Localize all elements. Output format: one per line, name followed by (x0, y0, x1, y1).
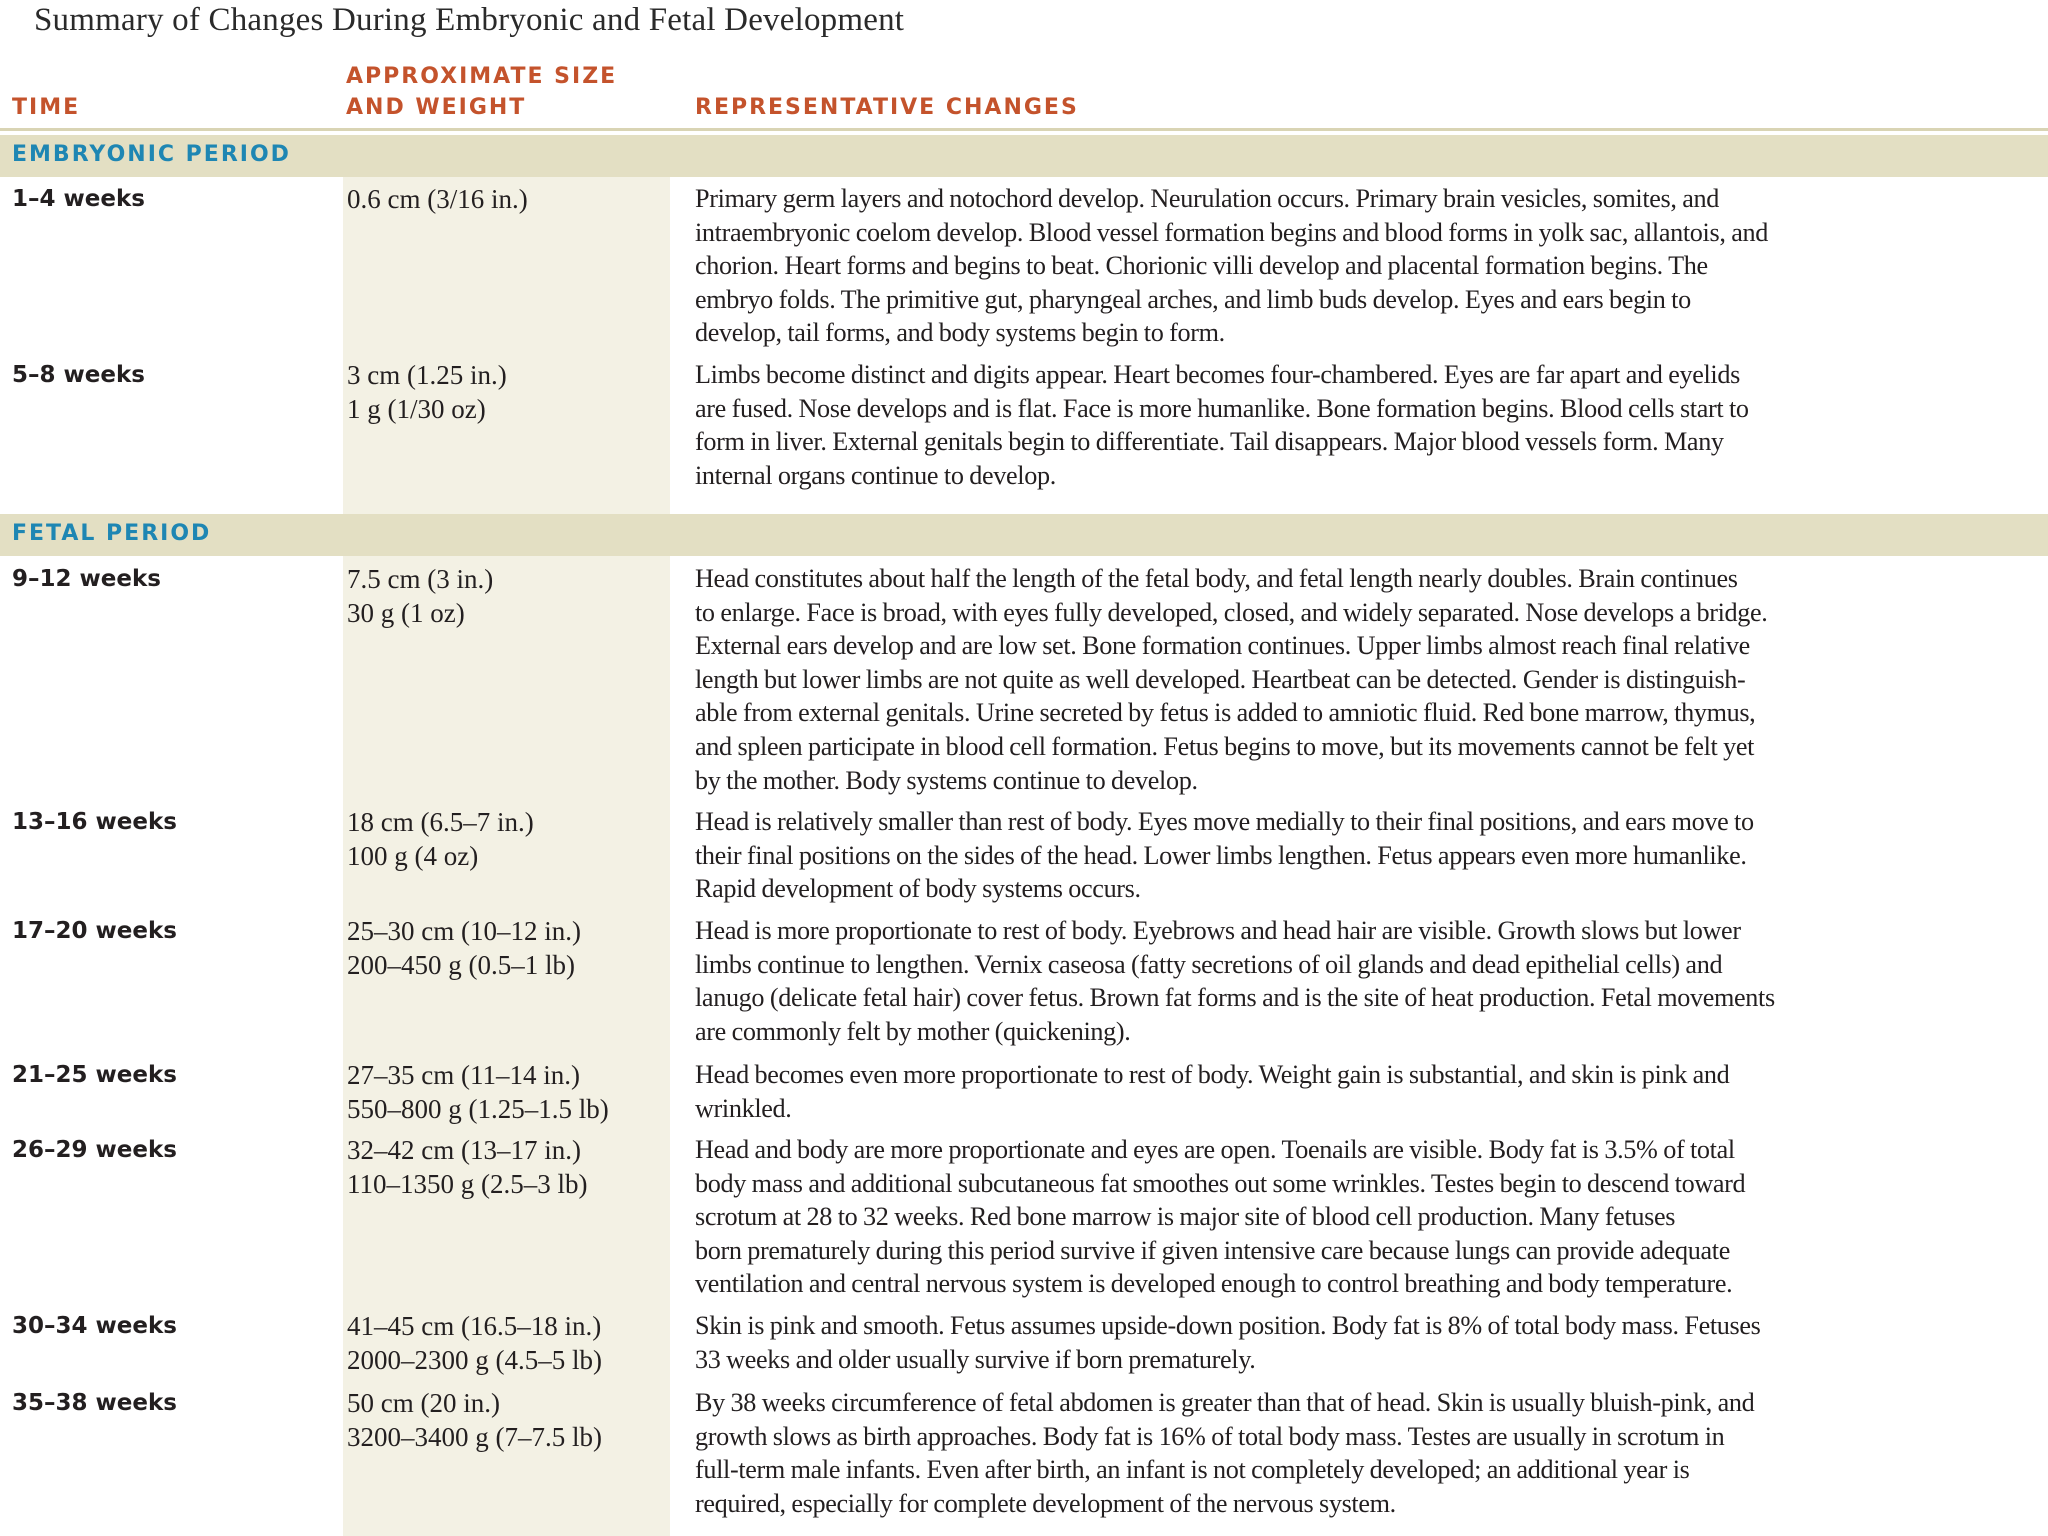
row-size-line: 110–1350 g (2.5–3 lb) (347, 1169, 588, 1199)
row-change-line: length but lower limbs are not quite as well developed. Heartbeat can be detected. Gender is distinguish- (695, 664, 1746, 694)
row-change-line: External ears develop and are low set. Bone formation continues. Upper limbs almost reach final relative (695, 631, 1750, 661)
row-change-line: internal organs continue to develop. (695, 460, 1056, 490)
header-changes: REPRESENTATIVE CHANGES (695, 95, 1079, 120)
row-size-weight (347, 1309, 669, 1377)
row-change-line: Rapid development of body systems occurs. (695, 874, 1141, 904)
row-change-line: by the mother. Body systems continue to develop. (695, 765, 1198, 795)
row-size-weight (347, 562, 669, 630)
row-change-line: limbs continue to lengthen. Vernix caseosa (fatty secretions of oil glands and dead epithelial cells) and (695, 949, 1723, 979)
row-size-weight (347, 182, 669, 216)
row-time: 9–12 weeks (12, 566, 161, 592)
row-time: 21–25 weeks (12, 1062, 177, 1088)
row-change-line: Skin is pink and smooth. Fetus assumes upside-down position. Body fat is 8% of total body mass. Fetuses (695, 1311, 1761, 1340)
row-size-line: 3 cm (1.25 in.) (347, 360, 507, 390)
row-change-line: chorion. Heart forms and begins to beat. Chorionic villi develop and placental formation begins. The (695, 251, 1708, 281)
row-changes (695, 1309, 2040, 1376)
row-change-line: 33 weeks and older usually survive if born prematurely. (695, 1344, 1256, 1374)
row-change-line: full-term male infants. Even after birth, an infant is not completely developed; an additional year is (695, 1455, 1690, 1485)
row-change-line: born prematurely during this period survive if given intensive care because lungs can provide adequate (695, 1235, 1730, 1265)
row-time: 13–16 weeks (12, 809, 177, 835)
row-changes (695, 805, 2040, 906)
table-header (0, 56, 2048, 126)
header-divider (0, 128, 2048, 131)
row-size-weight (347, 805, 669, 873)
header-size-line2: AND WEIGHT (346, 95, 527, 120)
row-changes (695, 1133, 2040, 1301)
period-band-fetal (0, 514, 2048, 556)
row-changes (695, 358, 2040, 492)
row-change-line: wrinkled. (695, 1093, 792, 1123)
row-change-line: scrotum at 28 to 32 weeks. Red bone marrow is major site of blood cell production. Many fetuses (695, 1202, 1676, 1232)
row-size-line: 41–45 cm (16.5–18 in.) (347, 1311, 602, 1341)
row-time: 17–20 weeks (12, 918, 177, 944)
row-time: 30–34 weeks (12, 1313, 177, 1339)
row-change-line: and spleen participate in blood cell formation. Fetus begins to move, but its movements cannot be felt yet (695, 731, 1755, 761)
row-change-line: growth slows as birth approaches. Body fat is 16% of total body mass. Testes are usually in scrotum in (695, 1421, 1725, 1451)
header-time: TIME (12, 95, 81, 120)
row-size-line: 100 g (4 oz) (347, 841, 479, 871)
row-size-line: 30 g (1 oz) (347, 598, 465, 628)
row-change-line: Head is more proportionate to rest of body. Eyebrows and head hair are visible. Growth slows but lower (695, 916, 1741, 945)
table-title: Summary of Changes During Embryonic and Fetal Development (34, 2, 905, 38)
row-size-weight (347, 1133, 669, 1201)
row-size-line: 7.5 cm (3 in.) (347, 564, 494, 594)
row-time: 26–29 weeks (12, 1137, 177, 1163)
row-change-line: body mass and additional subcutaneous fat smoothes out some wrinkles. Testes begin to descend toward (695, 1168, 1746, 1198)
row-size-line: 25–30 cm (10–12 in.) (347, 916, 581, 946)
row-change-line: ventilation and central nervous system is developed enough to control breathing and body temperature. (695, 1269, 1733, 1299)
row-size-line: 1 g (1/30 oz) (347, 394, 486, 424)
row-size-line: 550–800 g (1.25–1.5 lb) (347, 1094, 609, 1124)
row-size-line: 3200–3400 g (7–7.5 lb) (347, 1422, 602, 1452)
period-label-fetal: FETAL PERIOD (12, 521, 212, 546)
row-size-weight (347, 1386, 669, 1454)
row-size-line: 27–35 cm (11–14 in.) (347, 1060, 580, 1090)
row-change-line: required, especially for complete development of the nervous system. (695, 1488, 1396, 1518)
row-changes (695, 1058, 2040, 1125)
row-time: 5–8 weeks (12, 362, 145, 388)
row-change-line: Primary germ layers and notochord develop. Neurulation occurs. Primary brain vesicles, somites, and (695, 184, 1720, 213)
row-size-weight (347, 358, 669, 426)
row-change-line: By 38 weeks circumference of fetal abdomen is greater than that of head. Skin is usually bluish-pink, and (695, 1388, 1755, 1417)
row-change-line: able from external genitals. Urine secreted by fetus is added to amniotic fluid. Red bone marrow, thymus, (695, 698, 1756, 728)
period-label-embryonic: EMBRYONIC PERIOD (12, 142, 291, 167)
row-change-line: are fused. Nose develops and is flat. Face is more humanlike. Bone formation begins. Blood cells start to (695, 393, 1749, 423)
row-change-line: Head becomes even more proportionate to rest of body. Weight gain is substantial, and skin is pink and (695, 1060, 1730, 1089)
row-changes (695, 914, 2040, 1048)
period-band-embryonic (0, 135, 2048, 177)
row-time: 1–4 weeks (12, 186, 145, 212)
row-size-line: 32–42 cm (13–17 in.) (347, 1135, 581, 1165)
row-changes (695, 562, 2040, 797)
row-change-line: Limbs become distinct and digits appear. Heart becomes four-chambered. Eyes are far apart and eyelids (695, 360, 1740, 389)
header-size-weight (346, 61, 666, 123)
row-size-line: 200–450 g (0.5–1 lb) (347, 950, 575, 980)
row-change-line: their final positions on the sides of the head. Lower limbs lengthen. Fetus appears even more humanlike. (695, 840, 1747, 870)
row-change-line: to enlarge. Face is broad, with eyes fully developed, closed, and widely separated. Nose develops a bridge. (695, 597, 1768, 627)
row-size-line: 50 cm (20 in.) (347, 1388, 500, 1418)
row-change-line: develop, tail forms, and body systems begin to form. (695, 318, 1225, 348)
row-change-line: Head constitutes about half the length of the fetal body, and fetal length nearly doubles. Brain continues (695, 564, 1738, 593)
row-change-line: Head is relatively smaller than rest of body. Eyes move medially to their final positions, and ears move to (695, 807, 1754, 836)
row-size-weight (347, 914, 669, 982)
row-change-line: lanugo (delicate fetal hair) cover fetus. Brown fat forms and is the site of heat production. Fetal movements (695, 983, 1775, 1013)
row-change-line: intraembryonic coelom develop. Blood vessel formation begins and blood forms in yolk sac, allantois, and (695, 217, 1768, 247)
row-change-line: are commonly felt by mother (quickening). (695, 1016, 1131, 1046)
row-changes (695, 182, 2040, 350)
row-change-line: form in liver. External genitals begin to differentiate. Tail disappears. Major blood vessels form. Many (695, 427, 1724, 457)
row-size-line: 0.6 cm (3/16 in.) (347, 184, 528, 214)
row-time: 35–38 weeks (12, 1390, 177, 1416)
row-size-weight (347, 1058, 669, 1126)
header-size-line1: APPROXIMATE SIZE (346, 64, 618, 89)
row-changes (695, 1386, 2040, 1520)
row-change-line: embryo folds. The primitive gut, pharyngeal arches, and limb buds develop. Eyes and ears begin to (695, 284, 1691, 314)
row-change-line: Head and body are more proportionate and eyes are open. Toenails are visible. Body fat is 3.5% of total (695, 1135, 1735, 1164)
row-size-line: 2000–2300 g (4.5–5 lb) (347, 1345, 602, 1375)
row-size-line: 18 cm (6.5–7 in.) (347, 807, 534, 837)
